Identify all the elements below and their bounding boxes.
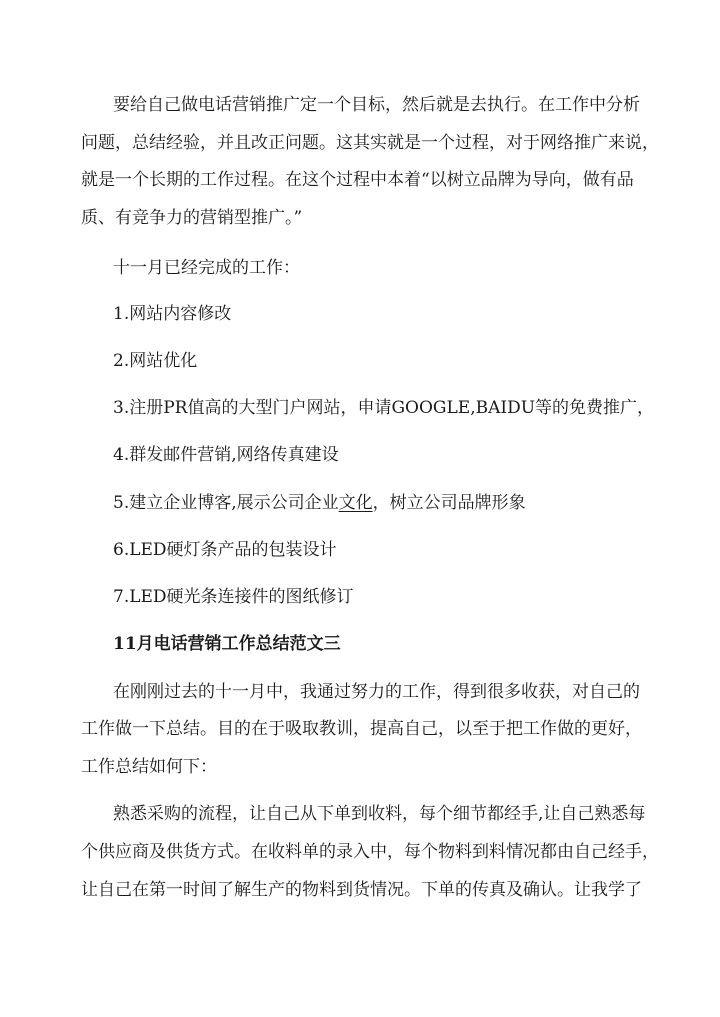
list-item-1: 1.网站内容修改 (113, 304, 232, 324)
culture-link[interactable]: 文化 (338, 493, 373, 513)
list-item-7: 7.LED硬光条连接件的图纸修订 (113, 587, 354, 607)
intro-line-1: 要给自己做电话营销推广定一个目标，然后就是去执行。在工作中分析 (113, 95, 640, 115)
list-item-5 (113, 491, 526, 515)
list-item-3: 3.注册PR值高的大型门户网站，申请GOOGLE,BAIDU等的免费推广， (113, 398, 655, 418)
para3-line-2: 个供应商及供货方式。在收料单的录入中，每个物料到料情况都由自己经手， (81, 842, 659, 862)
para3-line-3: 让自己在第一时间了解生产的物料到货情况。下单的传真及确认。让我学了 (81, 880, 642, 900)
para3-line-1: 熟悉采购的流程，让自己从下单到收料，每个细节都经手,让自己熟悉每 (113, 804, 646, 824)
para2-line-3: 工作总结如何下： (81, 757, 217, 777)
section-heading: 11月电话营销工作总结范文三 (113, 634, 341, 654)
completed-label: 十一月已经完成的工作： (113, 258, 300, 278)
para2-line-1: 在刚刚过去的十一月中，我通过努力的工作，得到很多收获，对自己的 (113, 682, 640, 702)
list-item-5-text: 5.建立企业博客,展示公司企业 (113, 493, 339, 513)
list-item-6: 6.LED硬灯条产品的包装设计 (113, 540, 337, 560)
list-item-5-tail: ，树立公司品牌形象 (372, 493, 526, 513)
list-item-4: 4.群发邮件营销,网络传真建设 (113, 445, 339, 465)
para2-line-2: 工作做一下总结。目的在于吸取教训，提高自己，以至于把工作做的更好， (81, 719, 642, 739)
intro-line-4: 质、有竞争力的营销型推广。” (81, 208, 303, 228)
list-item-2: 2.网站优化 (113, 351, 198, 371)
intro-line-3: 就是一个长期的工作过程。在这个过程中本着“以树立品牌为导向，做有品 (81, 170, 634, 190)
intro-line-2: 问题，总结经验，并且改正问题。这其实就是一个过程，对于网络推广来说， (81, 133, 659, 153)
